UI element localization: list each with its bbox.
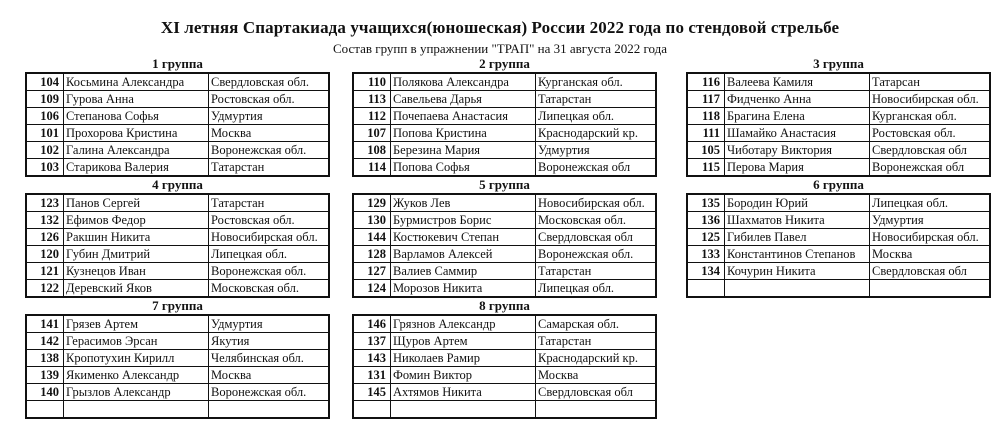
region-name: Липецкая обл. (536, 108, 657, 125)
bib-number: 102 (26, 142, 64, 159)
table-row (26, 246, 329, 263)
bib-number: 122 (26, 280, 64, 298)
bib-number: 133 (687, 246, 725, 263)
region-name: Новосибирская обл. (870, 229, 991, 246)
region-name: Челябинская обл. (209, 350, 330, 367)
table-row (26, 350, 329, 367)
table-row (687, 142, 990, 159)
bib-number: 140 (26, 384, 64, 401)
group-block-7 (25, 299, 330, 419)
table-row (687, 229, 990, 246)
region-name: Новосибирская обл. (209, 229, 330, 246)
group-table (686, 72, 991, 177)
table-row (26, 401, 329, 419)
bib-number: 106 (26, 108, 64, 125)
athlete-name: Варламов Алексей (391, 246, 536, 263)
athlete-name: Гибилев Павел (725, 229, 870, 246)
table-row (353, 384, 656, 401)
athlete-name: Попова Кристина (391, 125, 536, 142)
bib-number: 136 (687, 212, 725, 229)
table-row (353, 194, 656, 212)
region-name: Московская обл. (536, 212, 657, 229)
table-row (353, 246, 656, 263)
region-name: Москва (536, 367, 657, 384)
table-row (353, 108, 656, 125)
region-name (536, 401, 657, 419)
bib-number: 118 (687, 108, 725, 125)
athlete-name: Валеева Камиля (725, 73, 870, 91)
region-name: Татарстан (209, 159, 330, 177)
bib-number: 138 (26, 350, 64, 367)
group-block-1 (25, 57, 330, 177)
region-name: Свердловская обл (536, 384, 657, 401)
region-name: Самарская обл. (536, 315, 657, 333)
athlete-name: Костюкевич Степан (391, 229, 536, 246)
bib-number: 145 (353, 384, 391, 401)
group-table (25, 193, 330, 298)
table-row (353, 73, 656, 91)
group-block-4 (25, 178, 330, 298)
table-row (26, 125, 329, 142)
bib-number: 126 (26, 229, 64, 246)
table-row (26, 108, 329, 125)
table-row (687, 73, 990, 91)
table-row (26, 212, 329, 229)
bib-number: 105 (687, 142, 725, 159)
region-name: Москва (870, 246, 991, 263)
bib-number: 120 (26, 246, 64, 263)
athlete-name: Якименко Александр (64, 367, 209, 384)
table-row (353, 401, 656, 419)
bib-number: 103 (26, 159, 64, 177)
bib-number: 108 (353, 142, 391, 159)
athlete-name (391, 401, 536, 419)
table-row (687, 125, 990, 142)
bib-number: 109 (26, 91, 64, 108)
bib-number: 139 (26, 367, 64, 384)
region-name: Якутия (209, 333, 330, 350)
athlete-name: Старикова Валерия (64, 159, 209, 177)
bib-number: 129 (353, 194, 391, 212)
athlete-name: Перова Мария (725, 159, 870, 177)
athlete-name: Фидченко Анна (725, 91, 870, 108)
table-row (26, 159, 329, 177)
athlete-name: Грызлов Александр (64, 384, 209, 401)
group-table (25, 314, 330, 419)
table-row (353, 333, 656, 350)
bib-number: 123 (26, 194, 64, 212)
bib-number: 110 (353, 73, 391, 91)
region-name: Липецкая обл. (870, 194, 991, 212)
bib-number: 132 (26, 212, 64, 229)
table-row (687, 280, 990, 298)
bib-number: 127 (353, 263, 391, 280)
region-name: Свердловская обл (536, 229, 657, 246)
region-name: Краснодарский кр. (536, 350, 657, 367)
region-name: Москва (209, 367, 330, 384)
athlete-name: Ракшин Никита (64, 229, 209, 246)
bib-number: 124 (353, 280, 391, 298)
region-name: Удмуртия (870, 212, 991, 229)
region-name (209, 401, 330, 419)
bib-number: 125 (687, 229, 725, 246)
group-heading: 4 группа (152, 177, 203, 192)
athlete-name: Валиев Саммир (391, 263, 536, 280)
athlete-name: Герасимов Эрсан (64, 333, 209, 350)
region-name: Свердловская обл. (209, 73, 330, 91)
athlete-name: Константинов Степанов (725, 246, 870, 263)
table-row (26, 263, 329, 280)
region-name: Липецкая обл. (209, 246, 330, 263)
region-name: Татарстан (536, 333, 657, 350)
region-name: Воронежская обл. (209, 142, 330, 159)
region-name: Воронежская обл. (209, 263, 330, 280)
athlete-name: Бурмистров Борис (391, 212, 536, 229)
bib-number: 121 (26, 263, 64, 280)
athlete-name: Морозов Никита (391, 280, 536, 298)
region-name: Московская обл. (209, 280, 330, 298)
athlete-name: Попова Софья (391, 159, 536, 177)
athlete-name: Гурова Анна (64, 91, 209, 108)
athlete-name: Березина Мария (391, 142, 536, 159)
group-table (352, 72, 657, 177)
table-row (26, 194, 329, 212)
table-row (26, 367, 329, 384)
athlete-name: Прохорова Кристина (64, 125, 209, 142)
group-block-2 (352, 57, 657, 177)
group-block-3 (686, 57, 991, 177)
bib-number: 131 (353, 367, 391, 384)
region-name: Курганская обл. (536, 73, 657, 91)
athlete-name: Степанова Софья (64, 108, 209, 125)
region-name: Ростовская обл. (209, 212, 330, 229)
bib-number: 107 (353, 125, 391, 142)
bib-number: 130 (353, 212, 391, 229)
region-name: Москва (209, 125, 330, 142)
athlete-name: Чиботару Виктория (725, 142, 870, 159)
region-name: Ростовская обл. (209, 91, 330, 108)
table-row (26, 333, 329, 350)
athlete-name: Грязев Артем (64, 315, 209, 333)
athlete-name: Шамайко Анастасия (725, 125, 870, 142)
region-name (870, 280, 991, 298)
table-row (26, 73, 329, 91)
table-row (353, 280, 656, 298)
bib-number: 141 (26, 315, 64, 333)
athlete-name: Шахматов Никита (725, 212, 870, 229)
group-table (352, 193, 657, 298)
athlete-name: Почепаева Анастасия (391, 108, 536, 125)
bib-number: 116 (687, 73, 725, 91)
bib-number: 146 (353, 315, 391, 333)
group-heading: 8 группа (479, 298, 530, 313)
group-heading: 7 группа (152, 298, 203, 313)
athlete-name: Грязнов Александр (391, 315, 536, 333)
region-name: Воронежская обл. (209, 384, 330, 401)
group-table (352, 314, 657, 419)
athlete-name: Губин Дмитрий (64, 246, 209, 263)
bib-number: 143 (353, 350, 391, 367)
bib-number (26, 401, 64, 419)
athlete-name: Щуров Артем (391, 333, 536, 350)
region-name: Воронежская обл (870, 159, 991, 177)
region-name: Свердловская обл (870, 263, 991, 280)
athlete-name: Брагина Елена (725, 108, 870, 125)
region-name: Новосибирская обл. (536, 194, 657, 212)
bib-number: 117 (687, 91, 725, 108)
bib-number: 101 (26, 125, 64, 142)
table-row (687, 212, 990, 229)
athlete-name (725, 280, 870, 298)
group-heading: 6 группа (813, 177, 864, 192)
group-block-5 (352, 178, 657, 298)
region-name: Воронежская обл (536, 159, 657, 177)
bib-number: 115 (687, 159, 725, 177)
table-row (26, 142, 329, 159)
group-table (686, 193, 991, 298)
bib-number: 144 (353, 229, 391, 246)
region-name: Удмуртия (209, 315, 330, 333)
table-row (353, 159, 656, 177)
athlete-name: Ефимов Федор (64, 212, 209, 229)
table-row (353, 367, 656, 384)
group-heading: 2 группа (479, 56, 530, 71)
table-row (353, 263, 656, 280)
group-heading: 5 группа (479, 177, 530, 192)
table-row (687, 91, 990, 108)
region-name: Удмуртия (536, 142, 657, 159)
athlete-name: Фомин Виктор (391, 367, 536, 384)
region-name: Ростовская обл. (870, 125, 991, 142)
bib-number: 113 (353, 91, 391, 108)
athlete-name: Полякова Александра (391, 73, 536, 91)
table-row (687, 263, 990, 280)
group-block-8 (352, 299, 657, 419)
region-name: Татарстан (536, 91, 657, 108)
table-row (687, 194, 990, 212)
table-row (687, 108, 990, 125)
athlete-name: Савельева Дарья (391, 91, 536, 108)
group-table (25, 72, 330, 177)
athlete-name: Бородин Юрий (725, 194, 870, 212)
athlete-name: Косьмина Александра (64, 73, 209, 91)
athlete-name (64, 401, 209, 419)
table-row (353, 212, 656, 229)
table-row (26, 280, 329, 298)
table-row (353, 125, 656, 142)
table-row (353, 229, 656, 246)
bib-number: 135 (687, 194, 725, 212)
region-name: Курганская обл. (870, 108, 991, 125)
bib-number: 112 (353, 108, 391, 125)
bib-number: 114 (353, 159, 391, 177)
bib-number (687, 280, 725, 298)
athlete-name: Деревский Яков (64, 280, 209, 298)
table-row (687, 246, 990, 263)
table-row (353, 315, 656, 333)
table-row (353, 142, 656, 159)
bib-number: 142 (26, 333, 64, 350)
table-row (687, 159, 990, 177)
region-name: Краснодарский кр. (536, 125, 657, 142)
region-name: Липецкая обл. (536, 280, 657, 298)
table-row (26, 229, 329, 246)
table-row (353, 91, 656, 108)
group-heading: 1 группа (152, 56, 203, 71)
athlete-name: Панов Сергей (64, 194, 209, 212)
athlete-name: Кочурин Никита (725, 263, 870, 280)
table-row (26, 315, 329, 333)
table-row (353, 350, 656, 367)
group-block-6 (686, 178, 991, 298)
region-name: Новосибирская обл. (870, 91, 991, 108)
athlete-name: Жуков Лев (391, 194, 536, 212)
athlete-name: Галина Александра (64, 142, 209, 159)
athlete-name: Николаев Рамир (391, 350, 536, 367)
region-name: Свердловская обл (870, 142, 991, 159)
athlete-name: Кропотухин Кирилл (64, 350, 209, 367)
bib-number: 128 (353, 246, 391, 263)
region-name: Татарстан (209, 194, 330, 212)
group-heading: 3 группа (813, 56, 864, 71)
bib-number: 137 (353, 333, 391, 350)
region-name: Татарсан (870, 73, 991, 91)
table-row (26, 91, 329, 108)
athlete-name: Кузнецов Иван (64, 263, 209, 280)
bib-number: 104 (26, 73, 64, 91)
region-name: Татарстан (536, 263, 657, 280)
bib-number: 134 (687, 263, 725, 280)
document-subtitle: Состав групп в упражнении "ТРАП" на 31 августа 2022 года (332, 41, 668, 56)
bib-number (353, 401, 391, 419)
region-name: Удмуртия (209, 108, 330, 125)
athlete-name: Ахтямов Никита (391, 384, 536, 401)
table-row (26, 384, 329, 401)
document-title: XI летняя Спартакиада учащихся(юношеская) России 2022 года по стендовой стрельбе (160, 18, 840, 37)
bib-number: 111 (687, 125, 725, 142)
region-name: Воронежская обл. (536, 246, 657, 263)
